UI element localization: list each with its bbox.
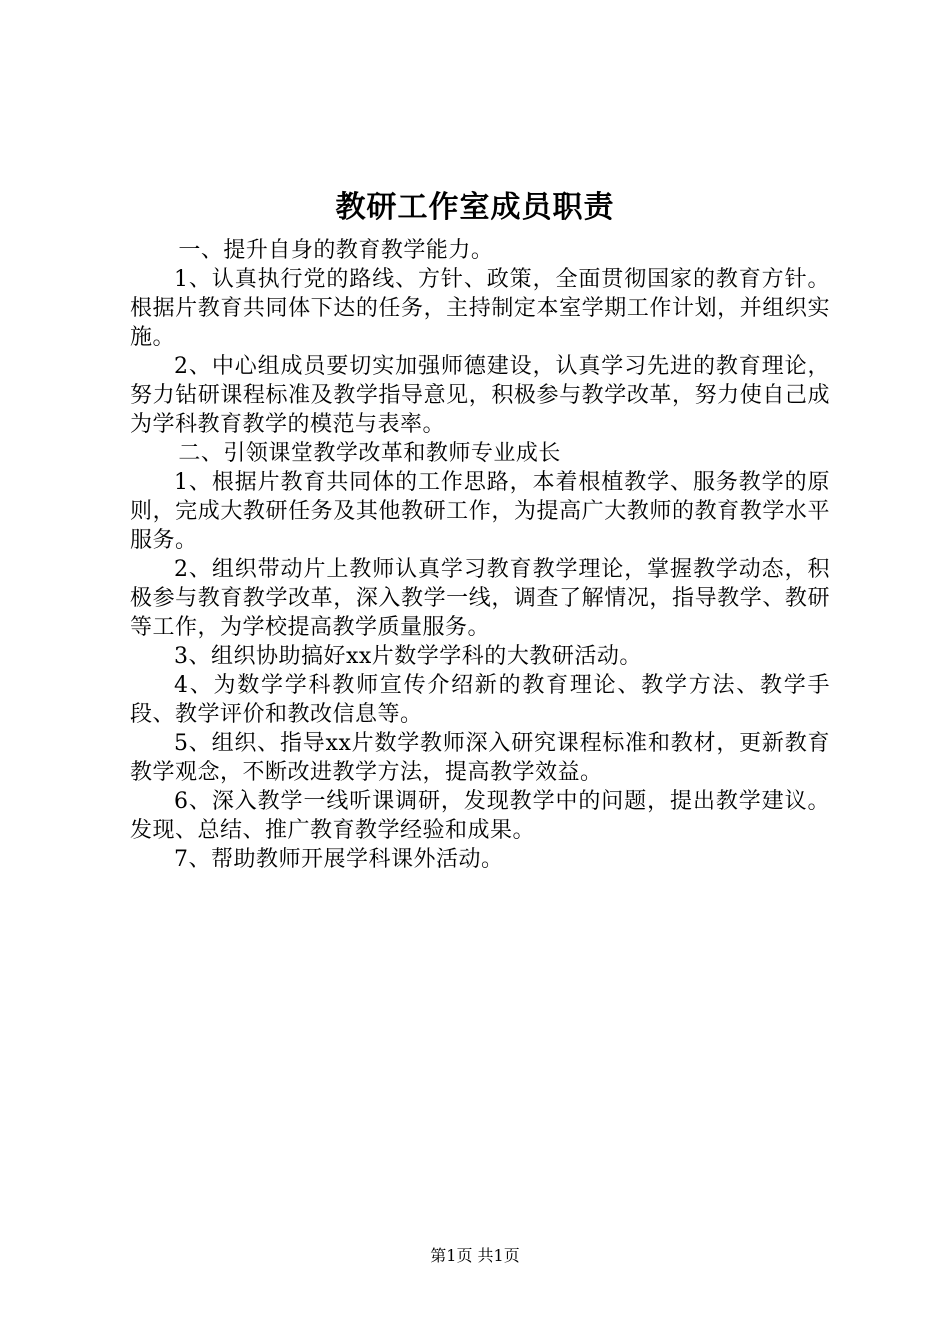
paragraph: 6、深入教学一线听课调研，发现教学中的问题，提出教学建议。发现、总结、推广教育教学经验和成果。 (130, 789, 830, 843)
paragraph: 5、组织、指导xx片数学教师深入研究课程标准和教材，更新教育教学观念，不断改进教学方法，提高教学效益。 (130, 731, 830, 785)
page-footer: 第1页 共1页 (430, 1246, 520, 1265)
section-heading-1: 一、提升自身的教育教学能力。 (178, 238, 494, 263)
paragraph: 3、组织协助搞好xx片数学学科的大教研活动。 (174, 644, 642, 669)
paragraph: 7、帮助教师开展学科课外活动。 (174, 847, 504, 872)
section-heading-2: 二、引领课堂教学改革和教师专业成长 (178, 441, 561, 466)
paragraph: 2、组织带动片上教师认真学习教育教学理论，掌握教学动态，积极参与教育教学改革，深入教学一线，调查了解情况，指导教学、教研等工作，为学校提高教学质量服务。 (130, 557, 830, 640)
document-body (130, 236, 830, 874)
document-title: 教研工作室成员职责 (335, 190, 615, 225)
paragraph: 4、为数学学科教师宣传介绍新的教育理论、教学方法、教学手段、教学评价和教改信息等。 (130, 673, 830, 727)
paragraph: 1、认真执行党的路线、方针、政策，全面贯彻国家的教育方针。根据片教育共同体下达的任务，主持制定本室学期工作计划，并组织实施。 (130, 267, 830, 350)
paragraph: 2、中心组成员要切实加强师德建设，认真学习先进的教育理论，努力钻研课程标准及教学指导意见，积极参与教学改革，努力使自己成为学科教育教学的模范与表率。 (130, 354, 830, 437)
paragraph: 1、根据片教育共同体的工作思路，本着根植教学、服务教学的原则，完成大教研任务及其他教研工作，为提高广大教师的教育教学水平服务。 (130, 470, 830, 553)
